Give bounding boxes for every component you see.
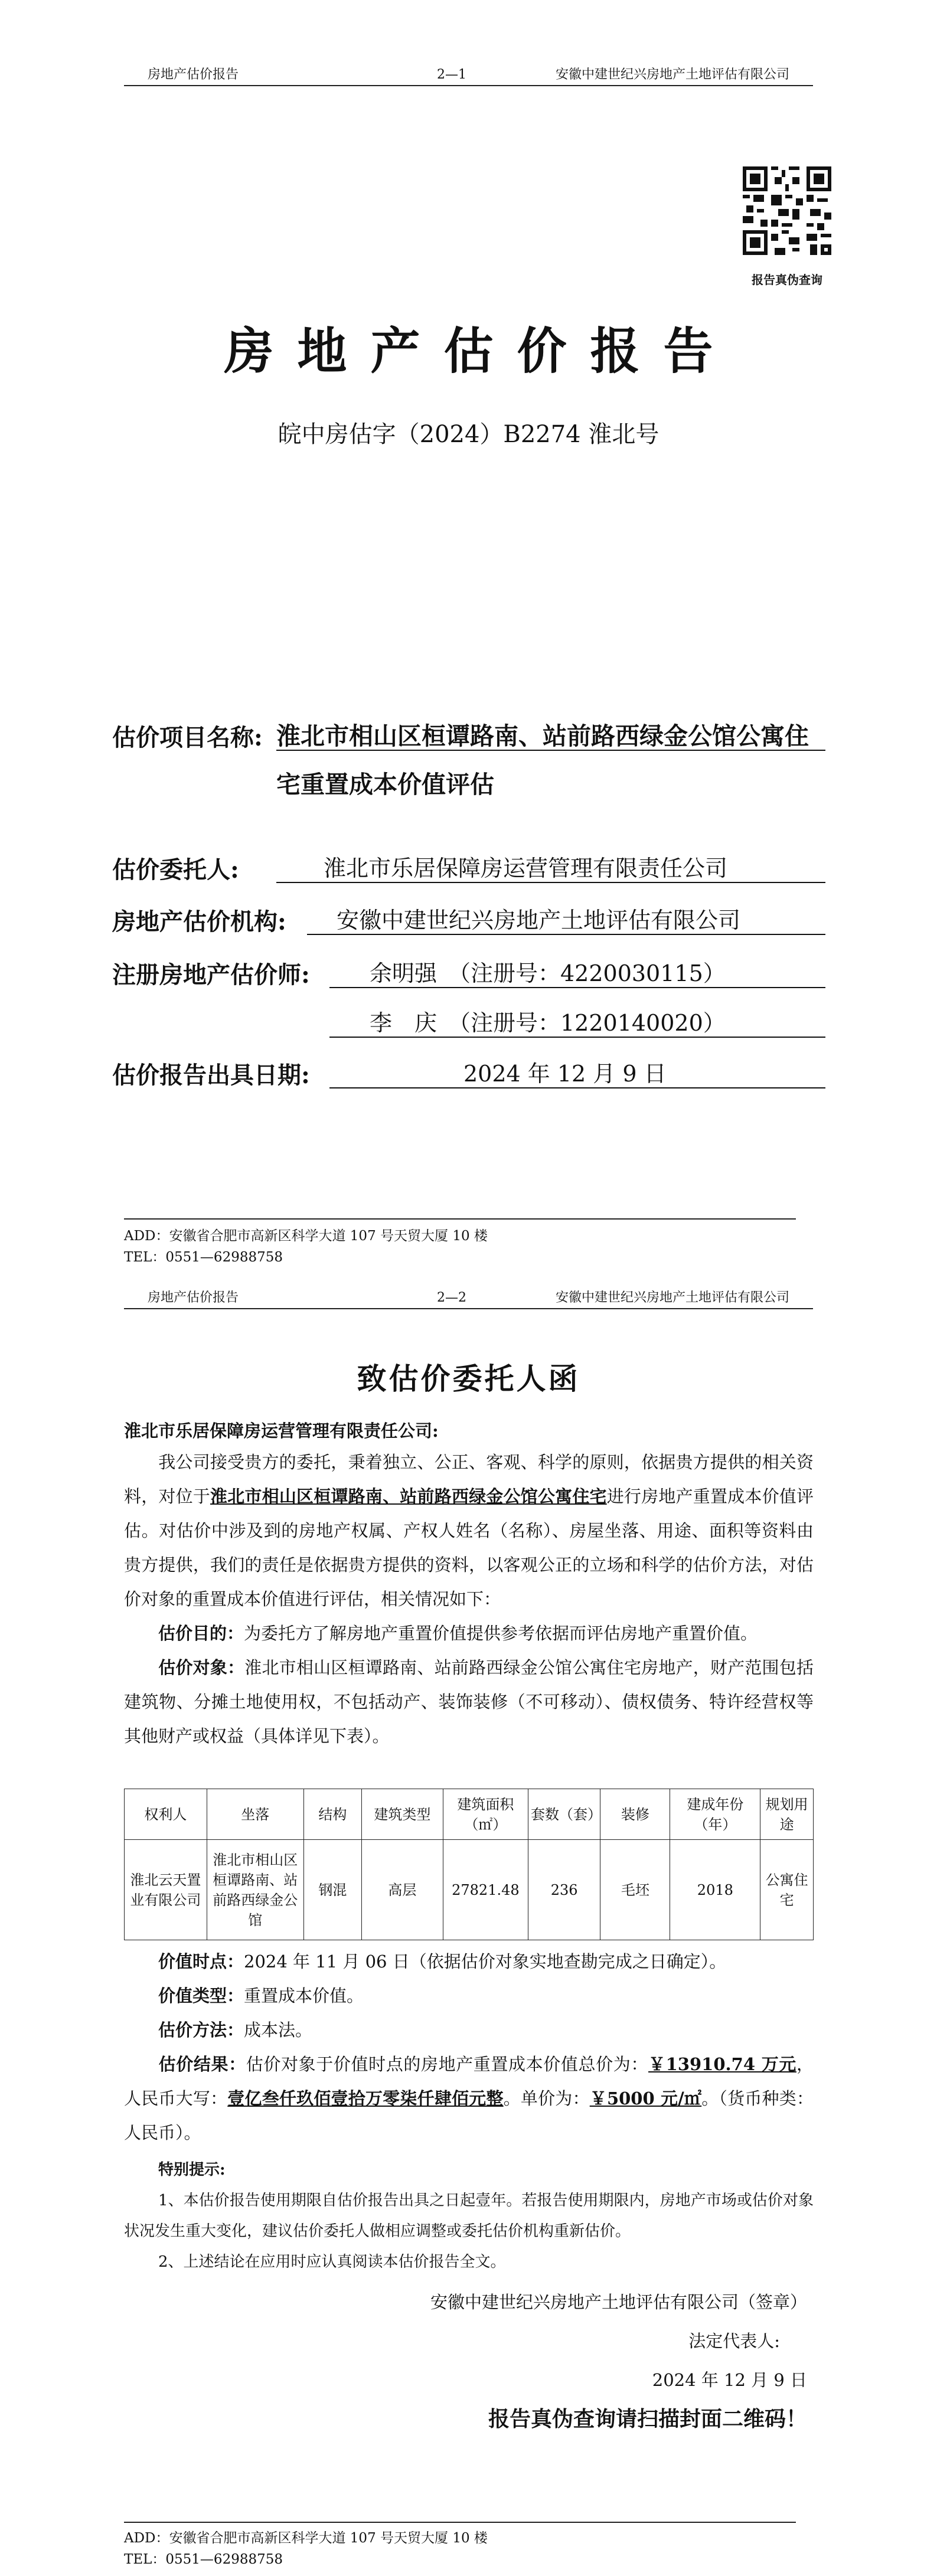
th-decoration: 装修 [600, 1789, 670, 1840]
td-structure: 钢混 [303, 1840, 361, 1940]
report-title: 房地产估价报告 [224, 322, 737, 380]
intro-paragraph: 我公司接受贵方的委托，秉着独立、公正、客观、科学的原则，依据贵方提供的相关资料，对位于淮北市相山区桓谭路南、站前路西绿金公馆公寓住宅进行房地产重置成本价值评估。对估价中涉及到的房地产权属、产权人姓名（名称）、房屋坐落、用途、面积等资料由贵方提供，我们的责任是依据贵方提供的资料，以客观公正的立场和科学的估价方法，对估价对象的重置成本价值进行评估，相关情况如下： [124, 1452, 814, 1609]
footer-divider-2 [124, 2522, 796, 2523]
letter-title: 致估价委托人函 [357, 1361, 580, 1396]
date-value: 2024 年 12 月 9 日 [463, 1061, 667, 1087]
qr-code-icon[interactable] [743, 166, 831, 255]
table-header-row [125, 1789, 814, 1840]
qr-label: 报告真伪查询 [752, 273, 822, 287]
project-underline-1 [276, 750, 825, 751]
th-building-type: 建筑类型 [362, 1789, 443, 1840]
header-title: 房地产估价报告 [148, 67, 239, 82]
page-header [124, 66, 813, 86]
td-decoration: 毛坯 [600, 1840, 670, 1940]
agency-label: 房地产估价机构: [112, 908, 286, 936]
th-units: 套数（套） [528, 1789, 600, 1840]
footer-tel-2: TEL：0551—62988758 [124, 2552, 283, 2567]
value-type-paragraph: 价值类型：重置成本价值。 [158, 1986, 364, 2006]
th-usage: 规划用途 [760, 1789, 814, 1840]
appraiser-label: 注册房地产估价师: [112, 961, 310, 989]
special-note-1: 1、本估价报告使用期限自估价报告出具之日起壹年。若报告使用期限内，房地产市场或估价对象状况发生重大变化，建议估价委托人做相应调整或委托估价机构重新估价。 [124, 2192, 814, 2240]
header-company-2: 安徽中建世纪兴房地产土地评估有限公司 [555, 1290, 789, 1305]
header-company: 安徽中建世纪兴房地产土地评估有限公司 [555, 67, 789, 82]
header-title-2: 房地产估价报告 [148, 1290, 239, 1305]
th-owner: 权利人 [125, 1789, 207, 1840]
method-paragraph: 估价方法：成本法。 [158, 2020, 313, 2040]
verification-note: 报告真伪查询请扫描封面二维码！ [488, 2407, 807, 2431]
td-year: 2018 [670, 1840, 760, 1940]
special-notes-label: 特别提示: [158, 2161, 226, 2179]
footer-address: ADD：安徽省合肥市高新区科学大道 107 号天贸大厦 10 楼 [124, 1228, 488, 1244]
footer-tel: TEL：0551—62988758 [124, 1250, 283, 1265]
td-usage: 公寓住宅 [760, 1840, 814, 1940]
signature-representative: 法定代表人: [688, 2331, 780, 2351]
page-header-2 [124, 1289, 813, 1309]
property-table [124, 1789, 814, 1940]
result-paragraph: 估价结果：估价对象于价值时点的房地产重置成本价值总价为：￥13910.74 万元，人民币大写：壹亿叁仟玖佰壹拾万零柒仟肆佰元整。单价为：￥5000 元/㎡。（货币种类：人民币）。 [124, 2054, 814, 2143]
table-row [125, 1840, 814, 1940]
header-page-number-2: 2—2 [437, 1290, 466, 1305]
client-label: 估价委托人: [112, 856, 239, 884]
document-number: 皖中房估字（2024）B2274 淮北号 [277, 421, 660, 448]
td-building-type: 高层 [362, 1840, 443, 1940]
special-note-2: 2、上述结论在应用时应认真阅读本估价报告全文。 [158, 2253, 506, 2271]
value-time-paragraph: 价值时点：2024 年 11 月 06 日（依据估价对象实地查勘完成之日确定）。 [158, 1951, 727, 1972]
th-year: 建成年份（年） [670, 1789, 760, 1840]
td-owner: 淮北云天置业有限公司 [125, 1840, 207, 1940]
th-structure: 结构 [303, 1789, 361, 1840]
appraiser-2: 李 庆 （注册号：1220140020） [370, 1010, 726, 1036]
td-area: 27821.48 [443, 1840, 528, 1940]
project-label: 估价项目名称: [112, 724, 263, 751]
object-paragraph: 估价对象：淮北市相山区桓谭路南、站前路西绿金公馆公寓住宅房地产，财产范围包括建筑物、分摊土地使用权，不包括动产、装饰装修（不可移动）、债权债务、特许经营权等其他财产或权益（具体详见下表）。 [124, 1658, 814, 1746]
signature-company: 安徽中建世纪兴房地产土地评估有限公司（签章） [430, 2292, 807, 2312]
td-units: 236 [528, 1840, 600, 1940]
purpose-paragraph: 估价目的：为委托方了解房地产重置价值提供参考依据而评估房地产重置价值。 [158, 1623, 758, 1643]
project-value-line2: 宅重置成本价值评估 [276, 770, 494, 799]
th-location: 坐落 [207, 1789, 303, 1840]
header-page-number: 2—1 [437, 67, 466, 82]
client-value: 淮北市乐居保障房运营管理有限责任公司 [324, 855, 728, 881]
footer-address-2: ADD：安徽省合肥市高新区科学大道 107 号天贸大厦 10 楼 [124, 2531, 488, 2546]
addressee: 淮北市乐居保障房运营管理有限责任公司: [124, 1421, 439, 1441]
td-location: 淮北市相山区桓谭路南、站前路西绿金公馆 [207, 1840, 303, 1940]
appraiser-1: 余明强 （注册号：4220030115） [370, 960, 726, 986]
date-label: 估价报告出具日期: [112, 1061, 310, 1089]
agency-value: 安徽中建世纪兴房地产土地评估有限公司 [337, 907, 741, 933]
signature-date: 2024 年 12 月 9 日 [652, 2370, 807, 2390]
project-value-line1: 淮北市相山区桓谭路南、站前路西绿金公馆公寓住 [276, 722, 809, 750]
th-area: 建筑面积（㎡） [443, 1789, 528, 1840]
footer-divider [124, 1218, 796, 1220]
